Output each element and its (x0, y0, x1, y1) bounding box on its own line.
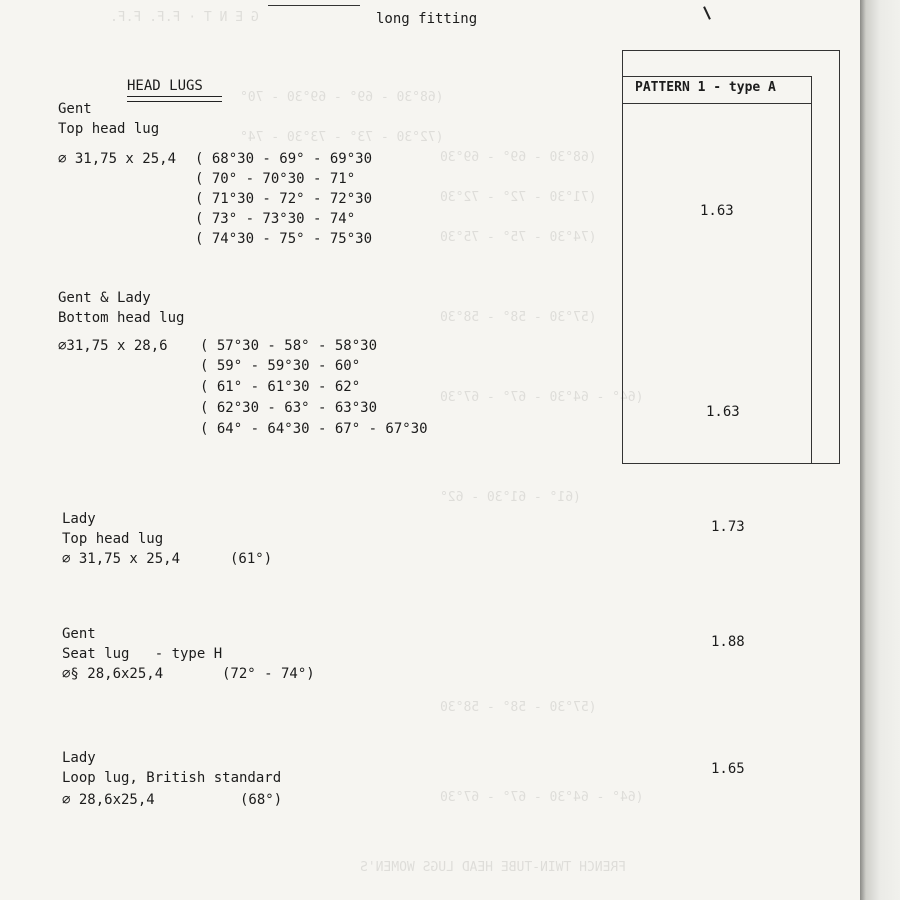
section-heading: HEAD LUGS (127, 78, 203, 94)
owner-label: Gent (58, 101, 92, 117)
double-underline (127, 96, 222, 102)
bleed-through-text: (71°30 - 72° - 72°30 (440, 190, 597, 205)
page-title: long fitting (376, 11, 478, 27)
lug-spec: ∅§ 28,6x25,4 (62, 666, 164, 682)
owner-label: Lady (62, 511, 96, 527)
lug-type: Bottom head lug (58, 310, 185, 326)
pattern-box-header (623, 76, 812, 104)
lug-type: Top head lug (62, 531, 164, 547)
angle-range: ( 71°30 - 72° - 72°30 (195, 191, 373, 207)
top-rule (268, 5, 360, 6)
angle-value: (68°) (240, 792, 283, 808)
owner-label: Gent (62, 626, 96, 642)
lug-spec: ∅ 31,75 x 25,4 (62, 551, 181, 567)
angle-range: ( 64° - 64°30 - 67° - 67°30 (200, 421, 428, 437)
lug-spec: ∅31,75 x 28,6 (58, 338, 168, 354)
lug-type: Loop lug, British standard (62, 770, 282, 786)
bleed-through-text: (61° - 61°30 - 62° (440, 490, 581, 505)
pattern-value: 1.63 (700, 203, 734, 219)
page-edge-shadow (860, 0, 900, 900)
bleed-through-text: (68°30 - 69° - 69°30 (440, 150, 597, 165)
bleed-through-text: (64° - 64°30 - 67° - 67°30 (440, 390, 644, 405)
pattern-box (622, 50, 840, 464)
bleed-through-text: (68°30 - 69° - 69°30 - 70° (240, 90, 444, 105)
lug-type: Seat lug - type H (62, 646, 223, 662)
pattern-value: 1.65 (711, 761, 745, 777)
lug-type: Top head lug (58, 121, 160, 137)
lug-spec: ∅ 28,6x25,4 (62, 792, 155, 808)
bleed-through-text: (57°30 - 58° - 58°30 (440, 700, 597, 715)
bleed-through-text: (57°30 - 58° - 58°30 (440, 310, 597, 325)
angle-range: ( 68°30 - 69° - 69°30 (195, 151, 373, 167)
angle-value: (61°) (230, 551, 273, 567)
angle-range: ( 59° - 59°30 - 60° (200, 358, 361, 374)
angle-range: ( 70° - 70°30 - 71° (195, 171, 356, 187)
bleed-through-text: (64° - 64°30 - 67° - 67°30 (440, 790, 644, 805)
angle-range: ( 62°30 - 63° - 63°30 (200, 400, 378, 416)
pattern-value: 1.63 (706, 404, 740, 420)
bleed-through-text: (74°30 - 75° - 75°30 (440, 230, 597, 245)
pattern-value: 1.73 (711, 519, 745, 535)
angle-range: ( 74°30 - 75° - 75°30 (195, 231, 373, 247)
angle-range: ( 61° - 61°30 - 62° (200, 379, 361, 395)
pattern-value: 1.88 (711, 634, 745, 650)
angle-range: ( 57°30 - 58° - 58°30 (200, 338, 378, 354)
angle-range: ( 73° - 73°30 - 74° (195, 211, 356, 227)
angle-value: (72° - 74°) (222, 666, 315, 682)
pattern-box-title: PATTERN 1 - type A (635, 80, 776, 95)
lug-spec: ∅ 31,75 x 25,4 (58, 151, 177, 167)
bleed-through-text: (72°30 - 73° - 73°30 - 74° (240, 130, 444, 145)
bleed-through-text: G E N T · F.F. F.F. (110, 10, 259, 25)
owner-label: Gent & Lady (58, 290, 151, 306)
pen-mark (703, 6, 711, 20)
pattern-box-divider (811, 102, 812, 463)
bleed-through-text: FRENCH TWIN-TUBE HEAD LUGS WOMEN'S (360, 860, 627, 875)
owner-label: Lady (62, 750, 96, 766)
